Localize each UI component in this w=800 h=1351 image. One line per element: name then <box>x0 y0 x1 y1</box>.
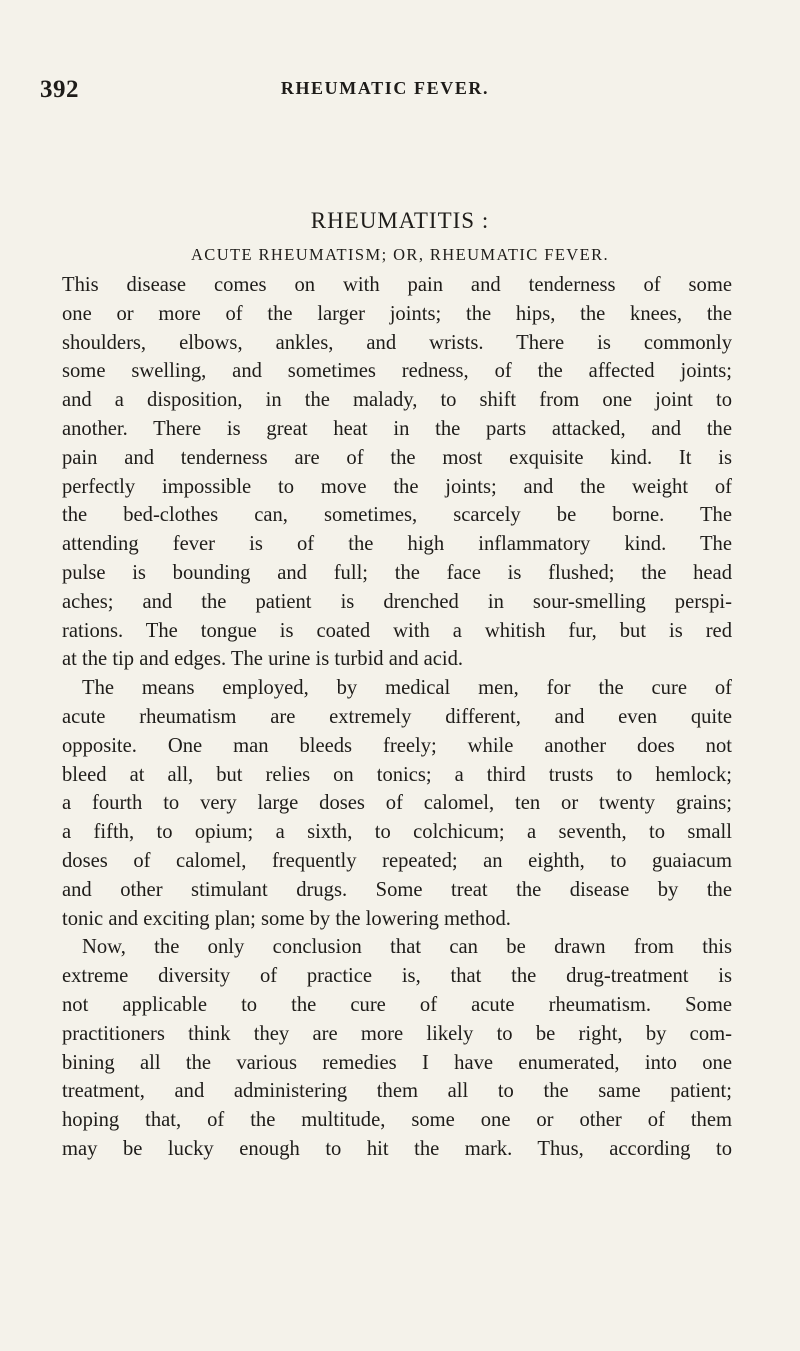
text-line: pulse is bounding and full; the face is flushed; the head <box>62 561 732 584</box>
text-line: tonic and exciting plan; some by the lowering method. <box>62 907 511 930</box>
text-line: a fourth to very large doses of calomel, ten or twenty grains; <box>62 792 732 815</box>
text-line: and a disposition, in the malady, to shift from one joint to <box>62 389 732 412</box>
text-line: doses of calomel, frequently repeated; an eighth, to guaiacum <box>62 849 732 872</box>
text-line: attending fever is of the high inflammatory kind. The <box>62 533 732 556</box>
chapter-title: RHEUMATITIS : <box>310 208 490 233</box>
text-line: not applicable to the cure of acute rheumatism. Some <box>62 993 732 1016</box>
text-line: opposite. One man bleeds freely; while another does not <box>62 734 732 757</box>
text-line: and other stimulant drugs. Some treat the disease by the <box>62 878 732 901</box>
text-line: extreme diversity of practice is, that the drug-treatment is <box>62 965 732 988</box>
text-line: pain and tenderness are of the most exquisite kind. It is <box>62 446 732 469</box>
running-title: RHEUMATIC FEVER. <box>280 78 490 98</box>
text-line: a fifth, to opium; a sixth, to colchicum; a seventh, to small <box>62 821 732 844</box>
text-line: treatment, and administering them all to the same patient; <box>62 1080 732 1103</box>
text-line: aches; and the patient is drenched in sour-smelling perspi- <box>62 590 732 613</box>
text-line: bleed at all, but relies on tonics; a third trusts to hemlock; <box>62 763 732 786</box>
text-line: may be lucky enough to hit the mark. Thus, according to <box>62 1137 732 1160</box>
text-line: perfectly impossible to move the joints; and the weight of <box>62 475 732 498</box>
page-number: 392 <box>40 76 79 103</box>
text-line: The means employed, by medical men, for the cure of <box>82 677 732 700</box>
text-line: another. There is great heat in the parts attacked, and the <box>62 417 732 440</box>
text-line: shoulders, elbows, ankles, and wrists. There is commonly <box>62 331 732 354</box>
text-line: some swelling, and sometimes redness, of the affected joints; <box>62 360 732 383</box>
text-line: rations. The tongue is coated with a whitish fur, but is red <box>62 619 732 642</box>
text-line: Now, the only conclusion that can be drawn from this <box>82 936 732 959</box>
text-line: at the tip and edges. The urine is turbid and acid. <box>62 648 464 671</box>
text-line: hoping that, of the multitude, some one or other of them <box>62 1109 732 1132</box>
text-line: one or more of the larger joints; the hips, the knees, the <box>62 302 732 325</box>
text-line: acute rheumatism are extremely different, and even quite <box>62 705 732 728</box>
text-line: This disease comes on with pain and tenderness of some <box>62 274 732 296</box>
text-line: the bed-clothes can, sometimes, scarcely be borne. The <box>62 504 732 527</box>
chapter-subtitle: ACUTE RHEUMATISM; OR, RHEUMATIC FEVER. <box>190 245 610 264</box>
running-head <box>40 76 730 102</box>
text-line: bining all the various remedies I have enumerated, into one <box>62 1051 732 1074</box>
text-line: practitioners think they are more likely to be right, by com- <box>62 1022 732 1045</box>
body-text <box>62 271 732 1164</box>
